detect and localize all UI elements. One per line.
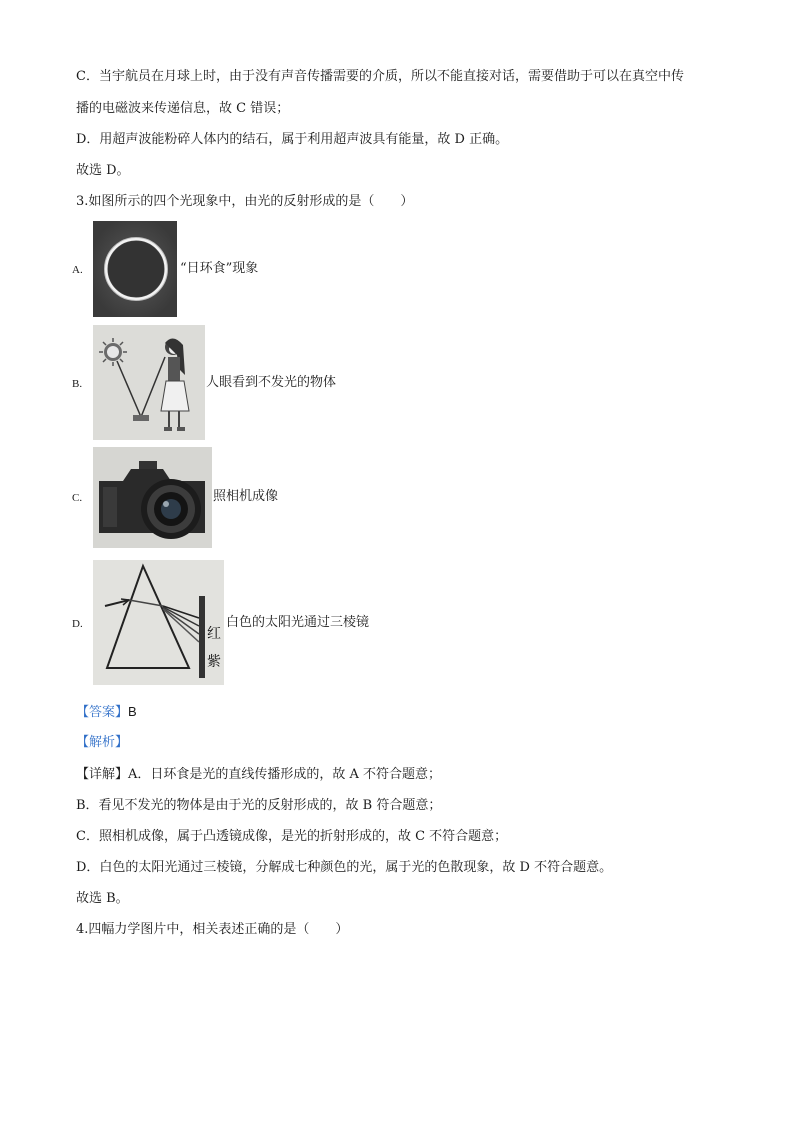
option-a-letter: A. (72, 264, 83, 276)
analysis-line (76, 734, 128, 752)
detail-a-text: A．日环食是光的直线传播形成的，故 A 不符合题意； (128, 767, 442, 782)
answer-value: B (128, 704, 137, 719)
detail-line-a (76, 766, 441, 784)
prism-dispersion-image (93, 560, 224, 685)
screen-red-label: 红 (207, 626, 221, 642)
detail-line-b: B．看见不发光的物体是由于光的反射形成的，故 B 符合题意； (76, 798, 442, 813)
final-answer-choice: 故选 B。 (76, 891, 129, 906)
question-3-stem: 3.如图所示的四个光现象中，由光的反射形成的是（ ） (76, 194, 414, 209)
option-d-text: 白色的太阳光通过三棱镜 (226, 615, 370, 630)
option-b-letter: B. (72, 378, 83, 390)
option-d-letter: D. (72, 618, 83, 630)
answer-line (76, 703, 137, 722)
option-c-letter: C. (72, 492, 83, 504)
detail-line-c: C．照相机成像，属于凸透镜成像，是光的折射形成的，故 C 不符合题意； (76, 829, 508, 844)
screen-violet-label: 紫 (207, 654, 221, 670)
option-d-explanation: D．用超声波能粉碎人体内的结石，属于利用超声波具有能量，故 D 正确。 (76, 132, 509, 147)
question-4-stem: 4.四幅力学图片中，相关表述正确的是（ ） (76, 922, 349, 937)
solar-eclipse-image (93, 221, 177, 317)
answer-label: 【答案】 (76, 705, 129, 720)
detail-label: 【详解】 (76, 767, 129, 782)
girl-seeing-object-image (93, 325, 205, 440)
detail-line-d: D．白色的太阳光通过三棱镜，分解成七种颜色的光，属于光的色散现象，故 D 不符合题意。 (76, 860, 613, 875)
option-c-text: 照相机成像 (213, 489, 279, 504)
option-c-explanation-line1: C．当宇航员在月球上时，由于没有声音传播需要的介质，所以不能直接对话，需要借助于可以在真空中传 (76, 69, 684, 84)
option-c-explanation-line2: 播的电磁波来传递信息，故 C 错误； (76, 101, 290, 116)
camera-image (93, 447, 212, 548)
previous-answer-choice: 故选 D。 (76, 163, 130, 178)
option-b-text: 人眼看到不发光的物体 (206, 375, 337, 390)
analysis-label: 【解析】 (76, 735, 129, 750)
option-a-text: “日环食”现象 (180, 261, 259, 276)
